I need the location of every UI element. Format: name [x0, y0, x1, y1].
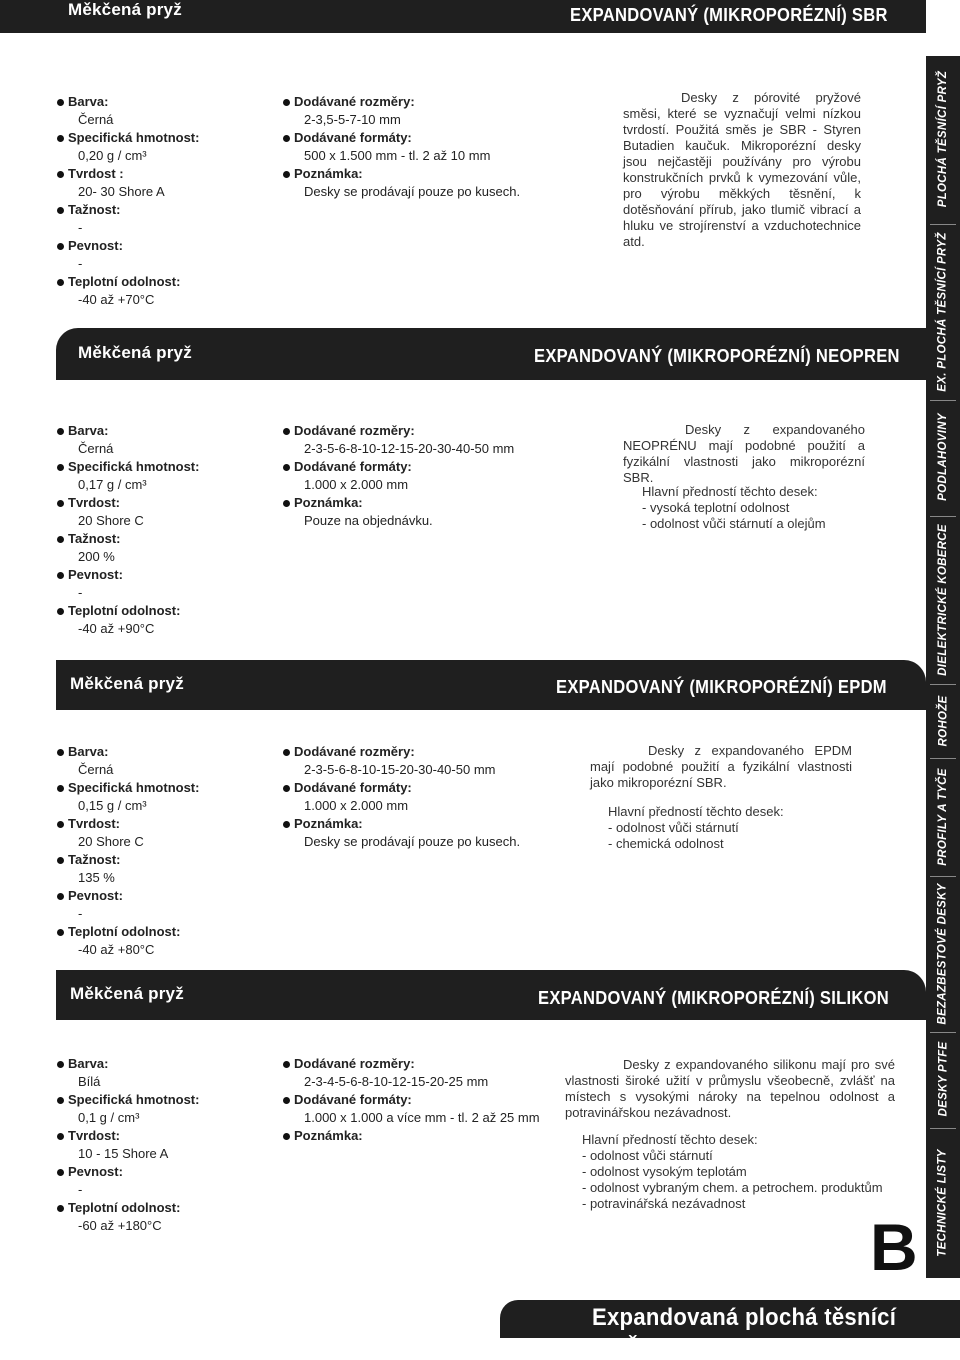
tab-rohoze[interactable]: [926, 686, 960, 756]
description-text: Desky z expandovaného NEOPRÉNU mají podobné použití a fyzikální vlastnosti jako mikroporézní SBR.: [623, 422, 865, 485]
advantages-list: [608, 804, 784, 852]
supply-label: Dodávané rozměry:: [294, 1055, 564, 1073]
tab-label: DESKY PTFE: [937, 1041, 949, 1117]
section-title: EXPANDOVANÝ (MIKROPORÉZNÍ) SBR: [570, 5, 888, 25]
properties-list: [68, 93, 268, 309]
supply-label: Dodávané formáty:: [294, 1091, 564, 1109]
prop-label: Pevnost:: [68, 566, 268, 584]
tab-plocha-tesnici-pryz[interactable]: [926, 56, 960, 221]
prop-label: Barva:: [68, 1055, 268, 1073]
section-title: EXPANDOVANÝ (MIKROPORÉZNÍ) EPDM: [556, 677, 887, 697]
prop-label: Teplotní odolnost:: [68, 1199, 268, 1217]
supply-value: 2-3-5-6-8-10-12-15-20-30-40-50 mm: [304, 441, 515, 456]
prop-value: 0,1 g / cm³: [78, 1110, 140, 1125]
supply-label: Dodávané rozměry:: [294, 422, 554, 440]
section-title: EXPANDOVANÝ (MIKROPORÉZNÍ) SILIKON: [538, 988, 890, 1008]
tab-label: PLOCHÁ TĚSNÍCÍ PRYŽ: [937, 70, 950, 207]
tab-divider: [930, 224, 956, 225]
prop-value: Černá: [78, 112, 114, 127]
prop-value: 0,20 g / cm³: [78, 148, 147, 163]
tab-technicke-listy[interactable]: [926, 1130, 960, 1276]
prop-label: Tvrdost :: [68, 165, 268, 183]
category-label: Měkčená pryž: [78, 343, 192, 362]
supply-label: Poznámka:: [294, 165, 554, 183]
advantage-item: - vysoká teplotní odolnost: [642, 500, 790, 515]
supply-value: Desky se prodávají pouze po kusech.: [304, 184, 521, 199]
tab-podlahoviny[interactable]: [926, 402, 960, 512]
prop-value: -: [78, 585, 83, 600]
supply-list: [294, 93, 554, 201]
supply-list: [294, 422, 554, 530]
prop-value: -40 až +70°C: [78, 292, 155, 307]
prop-label: Tažnost:: [68, 530, 268, 548]
supply-label: Poznámka:: [294, 1127, 564, 1145]
prop-value: 20- 30 Shore A: [78, 184, 165, 199]
supply-label: Poznámka:: [294, 494, 554, 512]
prop-value: 0,15 g / cm³: [78, 798, 147, 813]
tab-ex-plocha-tesnici-pryz[interactable]: [926, 226, 960, 398]
advantage-item: - odolnost vůči stárnutí: [608, 820, 739, 835]
prop-label: Pevnost:: [68, 887, 268, 905]
tab-label: EX. PLOCHÁ TĚSNÍCÍ PRYŽ: [937, 232, 949, 392]
supply-label: Dodávané rozměry:: [294, 93, 554, 111]
prop-label: Pevnost:: [68, 1163, 268, 1181]
tab-divider: [930, 758, 956, 759]
prop-value: -: [78, 220, 83, 235]
tab-label: ROHOŽE: [937, 695, 949, 747]
tab-label: BEZAZBESTOVÉ DESKY: [937, 883, 950, 1025]
supply-value: 500 x 1.500 mm - tl. 2 až 10 mm: [304, 148, 491, 163]
prop-value: 0,17 g / cm³: [78, 477, 147, 492]
description: [623, 90, 861, 250]
tab-divider: [930, 684, 956, 685]
prop-label: Specifická hmotnost:: [68, 458, 268, 476]
tab-bezazbestove-desky[interactable]: [926, 878, 960, 1030]
advantages-list: [582, 1132, 883, 1212]
prop-value: 10 - 15 Shore A: [78, 1146, 169, 1161]
advantages-heading: Hlavní předností těchto desek:: [642, 484, 818, 499]
prop-label: Tvrdost:: [68, 815, 268, 833]
prop-value: -: [78, 1182, 83, 1197]
supply-label: Dodávané formáty:: [294, 458, 554, 476]
supply-value: 2-3,5-5-7-10 mm: [304, 112, 401, 127]
prop-label: Specifická hmotnost:: [68, 1091, 268, 1109]
category-label: Měkčená pryž: [70, 984, 184, 1003]
prop-value: Bílá: [78, 1074, 101, 1089]
prop-value: 20 Shore C: [78, 834, 144, 849]
supply-value: 2-3-5-6-8-10-15-20-30-40-50 mm: [304, 762, 496, 777]
advantages-list: [642, 484, 826, 532]
supply-label: Dodávané rozměry:: [294, 743, 554, 761]
footer-title: Expandovaná plochá těsnící pryž: [592, 1304, 897, 1359]
tab-label: PODLAHOVINY: [937, 413, 949, 501]
prop-label: Barva:: [68, 422, 268, 440]
section-title: EXPANDOVANÝ (MIKROPORÉZNÍ) NEOPREN: [534, 346, 900, 366]
properties-list: [68, 422, 268, 638]
category-label: Měkčená pryž: [70, 674, 184, 693]
tab-label: PROFILY A TYČE: [937, 768, 949, 866]
tab-label: DIELEKTRICKÉ KOBERCE: [937, 524, 949, 676]
description-text: Desky z expandovaného EPDM mají podobné použití a fyzikální vlastnosti jako mikroporézní SBR.: [590, 743, 852, 790]
advantages-heading: Hlavní předností těchto desek:: [608, 804, 784, 819]
prop-value: 200 %: [78, 549, 115, 564]
prop-value: -: [78, 256, 83, 271]
section-letter: B: [870, 1210, 918, 1284]
prop-value: Černá: [78, 762, 114, 777]
prop-value: -40 až +80°C: [78, 942, 155, 957]
description: [590, 743, 852, 791]
supply-value: Pouze na objednávku.: [304, 513, 433, 528]
description: [623, 422, 865, 486]
tab-desky-ptfe[interactable]: [926, 1034, 960, 1124]
supply-label: Dodávané formáty:: [294, 129, 554, 147]
advantage-item: - odolnost vůči stárnutí a olejům: [642, 516, 826, 531]
supply-value: 2-3-4-5-6-8-10-12-15-20-25 mm: [304, 1074, 489, 1089]
properties-list: [68, 1055, 268, 1235]
prop-value: -60 až +180°C: [78, 1218, 162, 1233]
tab-label: TECHNICKÉ LISTY: [937, 1149, 949, 1257]
advantages-heading: Hlavní předností těchto desek:: [582, 1132, 758, 1147]
tab-divider: [930, 1032, 956, 1033]
prop-value: 20 Shore C: [78, 513, 144, 528]
prop-label: Tažnost:: [68, 201, 268, 219]
prop-label: Barva:: [68, 93, 268, 111]
properties-list: [68, 743, 268, 959]
supply-value: 1.000 x 1.000 a více mm - tl. 2 až 25 mm: [304, 1110, 540, 1125]
tab-divider: [930, 516, 956, 517]
prop-value: -: [78, 906, 83, 921]
description-text: Desky z expandovaného silikonu mají pro své vlastnosti široké užití v průmyslu všeobecně, zvlášť na místech s vysokými nároky na tepelnou odolnost a potravinářskou nezávadnost.: [565, 1057, 895, 1120]
category-label: Měkčená pryž: [68, 0, 182, 19]
advantage-item: - odolnost vůči stárnutí: [582, 1148, 713, 1163]
advantage-item: - odolnost vybraným chem. a petrochem. produktům: [582, 1180, 883, 1195]
supply-list: [294, 1055, 564, 1145]
tab-divider: [930, 1128, 956, 1129]
prop-label: Teplotní odolnost:: [68, 602, 268, 620]
supply-value: Desky se prodávají pouze po kusech.: [304, 834, 521, 849]
supply-label: Dodávané formáty:: [294, 779, 554, 797]
supply-list: [294, 743, 554, 851]
tab-profily-a-tyce[interactable]: [926, 760, 960, 874]
prop-label: Pevnost:: [68, 237, 268, 255]
advantage-item: - potravinářská nezávadnost: [582, 1196, 746, 1211]
advantage-item: - chemická odolnost: [608, 836, 724, 851]
prop-label: Tvrdost:: [68, 494, 268, 512]
prop-label: Specifická hmotnost:: [68, 779, 268, 797]
tab-divider: [930, 400, 956, 401]
prop-label: Barva:: [68, 743, 268, 761]
supply-value: 1.000 x 2.000 mm: [304, 798, 409, 813]
prop-value: -40 až +90°C: [78, 621, 155, 636]
prop-label: Tvrdost:: [68, 1127, 268, 1145]
supply-value: 1.000 x 2.000 mm: [304, 477, 409, 492]
prop-label: Teplotní odolnost:: [68, 273, 268, 291]
supply-label: Poznámka:: [294, 815, 554, 833]
sidebar-category-nav: [926, 56, 960, 1278]
description: [565, 1057, 895, 1121]
tab-divider: [930, 876, 956, 877]
prop-label: Tažnost:: [68, 851, 268, 869]
advantage-item: - odolnost vysokým teplotám: [582, 1164, 747, 1179]
prop-value: Černá: [78, 441, 114, 456]
prop-value: 135 %: [78, 870, 115, 885]
prop-label: Specifická hmotnost:: [68, 129, 268, 147]
description-text: Desky z pórovité pryžové směsi, které se vyznačují velmi nízkou tvrdostí. Použitá směs je SBR - Styren Butadien kaučuk. Mikroporézní desky jsou nejčastěji používány pro výrobu konstrukčních prvků k vymezování vůle, pro výrobu měkkých těsnění, k dotěsňování přírub, jako tlumič vibrací a hluku ve strojírenství a vzduchotechnice atd.: [623, 90, 861, 249]
tab-dielektricke-koberce[interactable]: [926, 518, 960, 682]
prop-label: Teplotní odolnost:: [68, 923, 268, 941]
